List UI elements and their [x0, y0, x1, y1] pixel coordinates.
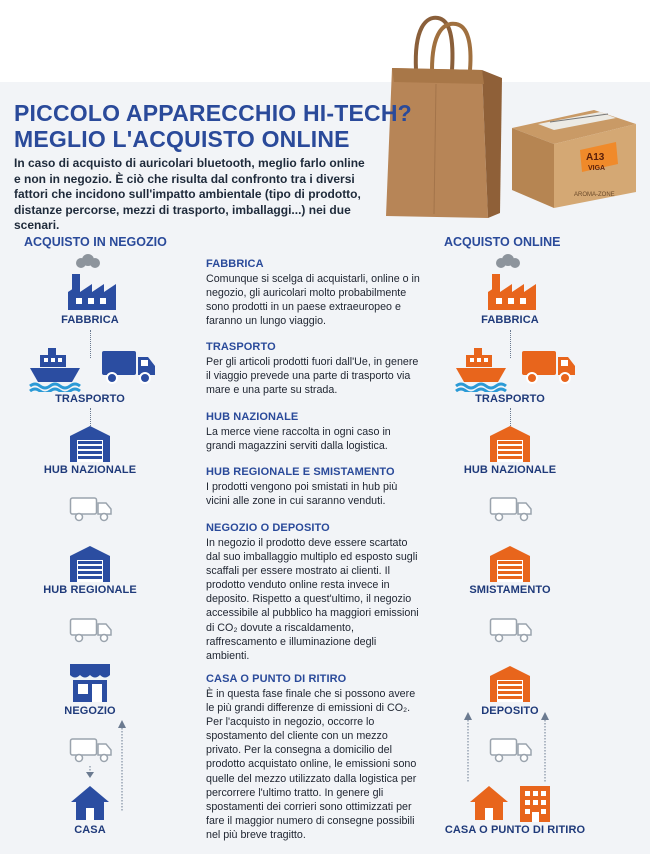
arrow-up-icon	[540, 712, 550, 782]
node-label: DEPOSITO	[481, 705, 539, 717]
node-label: CASA O PUNTO DI RITIRO	[444, 824, 586, 836]
title-line-2: MEGLIO L'ACQUISTO ONLINE	[14, 126, 350, 152]
cardboard-box-image	[508, 100, 640, 212]
factory-icon	[64, 254, 120, 310]
store-column-title: ACQUISTO IN NEGOZIO	[24, 235, 167, 249]
step-text: I prodotti vengono poi smistati in hub più vicini alle zone in cui saranno venduti.	[206, 481, 398, 508]
step-negozio-deposito	[206, 522, 422, 663]
house-icon	[470, 786, 508, 820]
step-text: In negozio il prodotto deve essere scartato dal suo imballaggio multiplo ed esposto sugli scaffali per essere mostrato ai clienti. Il prodotto venduto online resta invece in deposito. Rispetto a quest'ultimo, il negozio accessibile al pubblico ha maggiori emissioni di CO₂ dovute a riscaldamento, raffrescamento e illuminazione degli ambienti.	[206, 537, 419, 662]
box-label-tag: VIGA	[588, 165, 606, 172]
step-heading: TRASPORTO	[206, 341, 276, 353]
node-label: HUB REGIONALE	[43, 584, 137, 596]
truck-icon	[520, 349, 576, 385]
small-truck-icon	[489, 737, 533, 763]
node-label: CASA	[74, 824, 106, 836]
step-trasporto	[206, 341, 422, 397]
factory-icon	[484, 254, 540, 310]
shop-icon	[70, 664, 110, 702]
arrow-up-icon	[463, 712, 473, 782]
box-label-code: A13	[586, 152, 605, 163]
intro-text: In caso di acquisto di auricolari bluetooth, meglio farlo online e non in negozio. È ciò che risulta dal confronto tra i diversi fattori che incidono sull'impatto ambientale (tipo di prodotto, distanze percorse, mezzi di trasporto, imballaggi...) nei due scenari.	[14, 156, 365, 232]
small-truck-icon	[69, 617, 113, 643]
step-text: Per gli articoli prodotti fuori dall'Ue, in genere il viaggio prevede una parte di trasporto via mare e una parte su strada.	[206, 356, 419, 397]
ship-icon	[454, 346, 508, 392]
connector-line	[510, 408, 511, 428]
building-icon	[520, 786, 550, 822]
ship-icon	[28, 346, 82, 392]
page-title	[14, 100, 412, 152]
step-text: La merce viene raccolta in ogni caso in grandi magazzini serviti dalla logistica.	[206, 426, 391, 453]
warehouse-icon	[490, 546, 530, 582]
step-text: Comunque si scelga di acquistarli, online o in negozio, gli auricolari molto probabilmente sono prodotti in un paese extraeuropeo e faranno un lungo viaggio.	[206, 273, 420, 328]
title-line-1: PICCOLO APPARECCHIO HI-TECH?	[14, 100, 412, 126]
node-label: TRASPORTO	[55, 393, 125, 405]
small-truck-icon	[489, 496, 533, 522]
step-heading: NEGOZIO O DEPOSITO	[206, 522, 330, 534]
step-hub-regionale	[206, 466, 422, 508]
truck-icon	[100, 349, 156, 385]
small-truck-icon	[69, 496, 113, 522]
node-label: TRASPORTO	[475, 393, 545, 405]
arrow-up-icon	[117, 720, 127, 812]
node-label: NEGOZIO	[64, 705, 116, 717]
step-heading: HUB NAZIONALE	[206, 411, 299, 423]
node-label: HUB NAZIONALE	[43, 464, 137, 476]
step-hub-nazionale	[206, 411, 422, 453]
node-label: FABBRICA	[481, 314, 539, 326]
connector-line	[510, 330, 511, 358]
small-truck-icon	[489, 617, 533, 643]
node-label: FABBRICA	[61, 314, 119, 326]
warehouse-icon	[70, 546, 110, 582]
warehouse-icon	[70, 426, 110, 462]
step-heading: CASA O PUNTO DI RITIRO	[206, 673, 347, 685]
small-truck-icon	[69, 737, 113, 763]
node-label: SMISTAMENTO	[469, 584, 551, 596]
step-heading: HUB REGIONALE E SMISTAMENTO	[206, 466, 395, 478]
online-column-title: ACQUISTO ONLINE	[444, 235, 561, 249]
step-casa-ritiro	[206, 673, 422, 842]
box-brand-text: AROMA-ZONE	[574, 192, 615, 198]
connector-line	[90, 330, 91, 358]
arrow-down-icon	[85, 766, 95, 778]
house-icon	[71, 786, 109, 820]
warehouse-icon	[490, 426, 530, 462]
node-label: HUB NAZIONALE	[463, 464, 557, 476]
top-band	[0, 0, 650, 82]
connector-line	[90, 408, 91, 428]
step-fabbrica	[206, 258, 422, 328]
step-heading: FABBRICA	[206, 258, 264, 270]
step-text: È in questa fase finale che si possono avere le più grandi differenze di emissioni di CO₂. Per l'acquisto in negozio, occorre lo spostamento del cliente con un mezzo privato. Per la consegna a domicilio del prodotto acquistato online, le emissioni sono quelle del mezzo utilizzato dalla logistica per percorrere l'ultimo tratto. In genere gli spostamenti dei corrieri sono ottimizzati per fare il maggior numero di consegne possibili nel più breve tragitto.	[206, 688, 417, 841]
warehouse-icon	[490, 666, 530, 702]
